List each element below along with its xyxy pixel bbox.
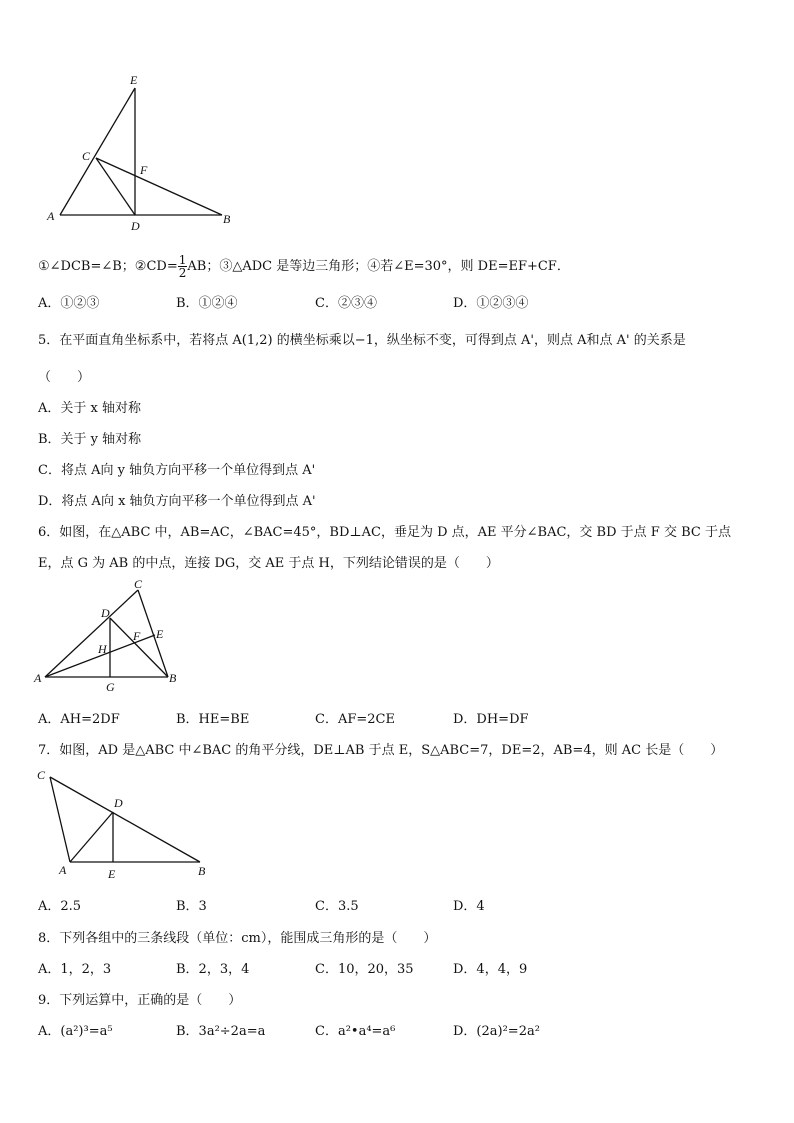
q5-stem-line2: （ ）	[38, 370, 91, 385]
q7-segment-ad	[70, 812, 113, 862]
q6-segment-ac	[45, 590, 138, 677]
q6-label-b: B	[169, 671, 177, 685]
q4-statement-part2: AB；③△ADC 是等边三角形；④若∠E=30°，则 DE=EF+CF．	[187, 259, 570, 274]
q8-stem-line1: 8．下列各组中的三条线段（单位：cm），能围成三角形的是（ ）	[38, 931, 437, 946]
q7-option-a[interactable]: A．2.5	[38, 899, 82, 914]
q7-label-d: D	[114, 796, 123, 810]
q7-option-c[interactable]: C．3.5	[315, 899, 359, 914]
q4-fraction: $\frac{1}{2}$	[178, 253, 187, 280]
q4-option-b[interactable]: B．①②④	[176, 296, 238, 311]
q7-figure	[30, 765, 220, 885]
q4-figure	[40, 73, 240, 233]
q7-segment-cb	[50, 777, 200, 862]
q5-option-d[interactable]: D．将点 A向 x 轴负方向平移一个单位得到点 A'	[38, 494, 316, 509]
q8-option-c[interactable]: C．10，20，35	[315, 962, 414, 977]
q6-stem-line2: E，点 G 为 AB 的中点，连接 DG，交 AE 于点 H，下列结论错误的是（ ）	[38, 556, 499, 571]
q4-option-c[interactable]: C．②③④	[315, 296, 377, 311]
q6-label-e: E	[156, 627, 164, 641]
q9-option-d[interactable]: D．(2a)²=2a²	[453, 1024, 540, 1039]
q5-option-a[interactable]: A．关于 x 轴对称	[38, 401, 141, 416]
q4-statement	[38, 254, 570, 279]
q8-option-d[interactable]: D．4，4，9	[453, 962, 528, 977]
q6-segment-cb	[138, 590, 168, 677]
q4-label-a: A	[47, 209, 55, 223]
q9-option-c[interactable]: C．a²•a⁴=a⁶	[315, 1024, 396, 1039]
q8-option-b[interactable]: B．2，3，4	[176, 962, 250, 977]
q4-option-a[interactable]: A．①②③	[38, 296, 100, 311]
q6-stem-line1: 6．如图，在△ABC 中，AB=AC，∠BAC=45°，BD⊥AC，垂足为 D 点，AE 平分∠BAC，交 BD 于点 F 交 BC 于点	[38, 525, 731, 540]
q6-label-h: H	[98, 642, 107, 656]
q4-option-d[interactable]: D．①②③④	[453, 296, 529, 311]
q6-option-d[interactable]: D．DH=DF	[453, 712, 529, 727]
q4-statement-part1: ①∠DCB=∠B；②CD=	[38, 259, 178, 274]
q7-label-e: E	[108, 867, 116, 881]
q6-option-c[interactable]: C．AF=2CE	[315, 712, 395, 727]
q6-label-d: D	[101, 606, 110, 620]
q6-option-a[interactable]: A．AH=2DF	[38, 712, 120, 727]
q4-label-f: F	[140, 163, 148, 177]
q6-label-a: A	[34, 671, 42, 685]
q4-label-e: E	[130, 73, 138, 87]
q9-option-a[interactable]: A．(a²)³=a⁵	[38, 1024, 113, 1039]
q6-option-b[interactable]: B．HE=BE	[176, 712, 250, 727]
q7-label-c: C	[37, 768, 46, 782]
q6-label-g: G	[106, 680, 115, 694]
q7-segment-ca	[50, 777, 70, 862]
q4-label-b: B	[223, 212, 231, 226]
q5-option-c[interactable]: C．将点 A向 y 轴负方向平移一个单位得到点 A'	[38, 463, 316, 478]
q4-segment-ae	[60, 88, 135, 215]
q7-option-d[interactable]: D．4	[453, 899, 485, 914]
q4-label-d: D	[131, 219, 140, 233]
q7-label-b: B	[198, 864, 206, 878]
q7-option-b[interactable]: B．3	[176, 899, 207, 914]
q5-option-b[interactable]: B．关于 y 轴对称	[38, 432, 142, 447]
q4-label-c: C	[82, 149, 91, 163]
q9-stem-line1: 9．下列运算中，正确的是（ ）	[38, 993, 242, 1008]
q8-option-a[interactable]: A．1，2，3	[38, 962, 112, 977]
q6-label-c: C	[134, 577, 143, 591]
q6-figure	[30, 577, 190, 695]
q7-label-a: A	[59, 863, 67, 877]
q6-label-f: F	[133, 629, 141, 643]
q5-stem-line1: 5．在平面直角坐标系中，若将点 A(1,2) 的横坐标乘以−1，纵坐标不变，可得到点 A'，则点 A和点 A' 的关系是	[38, 333, 686, 348]
q9-option-b[interactable]: B．3a²÷2a=a	[176, 1024, 266, 1039]
q7-stem-line1: 7．如图，AD 是△ABC 中∠BAC 的角平分线，DE⊥AB 于点 E，S△ABC=7，DE=2，AB=4，则 AC 长是（ ）	[38, 743, 724, 758]
